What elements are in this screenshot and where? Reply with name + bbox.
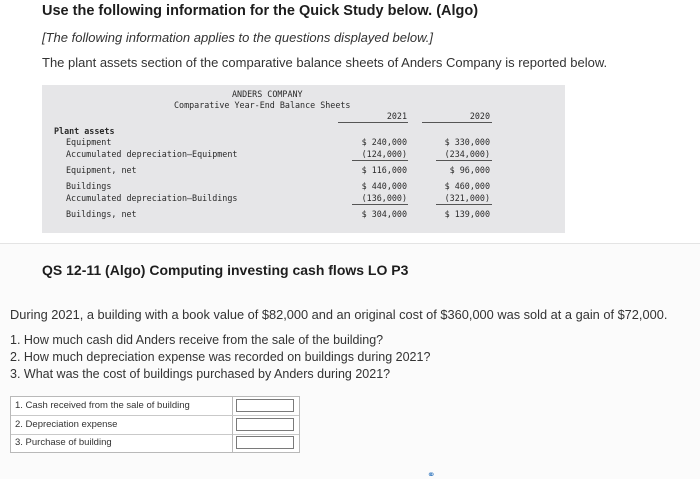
instruction-note: [The following information applies to the questions displayed below.] [42, 30, 433, 45]
row-label-buildings-net: Buildings, net [66, 209, 137, 219]
subtotal-line-buildings-2020 [436, 204, 492, 205]
question-scenario: During 2021, a building with a book value of $82,000 and an original cost of $360,000 was sold at a gain of $72,000. [10, 307, 668, 322]
answer-label: 1. Cash received from the sale of building [11, 397, 233, 415]
value-accum-dep-buildings-2021: (136,000) [361, 193, 407, 203]
value-buildings-net-2020: $ 139,000 [444, 209, 490, 219]
question-item-2: 2. How much depreciation expense was recorded on buildings during 2021? [10, 350, 431, 364]
value-equipment-net-2020: $ 96,000 [449, 165, 490, 175]
answer-row-purchase [11, 434, 299, 452]
cash-received-input[interactable] [236, 399, 294, 412]
column-header-2021: 2021 [386, 111, 407, 121]
company-name: ANDERS COMPANY [232, 89, 303, 99]
header-underline-2020 [422, 122, 492, 123]
balance-sheet-image [42, 85, 565, 233]
value-buildings-net-2021: $ 304,000 [361, 209, 407, 219]
question-list [10, 332, 430, 383]
row-label-accum-dep-buildings: Accumulated depreciation—Buildings [66, 193, 238, 203]
value-equipment-net-2021: $ 116,000 [361, 165, 407, 175]
question-section [0, 243, 700, 479]
value-accum-dep-buildings-2020: (321,000) [444, 193, 490, 203]
answer-label: 2. Depreciation expense [11, 416, 233, 434]
value-accum-dep-equipment-2020: (234,000) [444, 149, 490, 159]
subtotal-line-buildings-2021 [352, 204, 408, 205]
row-label-buildings: Buildings [66, 181, 112, 191]
answer-label: 3. Purchase of building [11, 434, 233, 452]
question-item-3: 3. What was the cost of buildings purchased by Anders during 2021? [10, 367, 391, 381]
section-label: Plant assets [54, 126, 115, 136]
answer-table [10, 396, 300, 453]
question-item-1: 1. How much cash did Anders receive from the sale of the building? [10, 333, 384, 347]
value-equipment-2020: $ 330,000 [444, 137, 490, 147]
question-title: QS 12-11 (Algo) Computing investing cash flows LO P3 [42, 262, 409, 278]
subtotal-line-2020 [436, 160, 492, 161]
intro-text: The plant assets section of the comparative balance sheets of Anders Company is reported below. [42, 55, 608, 70]
value-accum-dep-equipment-2021: (124,000) [361, 149, 407, 159]
row-label-equipment-net: Equipment, net [66, 165, 137, 175]
row-label-accum-dep-equipment: Accumulated depreciation—Equipment [66, 149, 238, 159]
header-underline-2021 [338, 122, 408, 123]
answer-row-cash-received [11, 397, 299, 415]
link-icon[interactable]: ⚭ [427, 470, 436, 481]
page-heading: Use the following information for the Quick Study below. (Algo) [42, 3, 479, 19]
column-header-2020: 2020 [469, 111, 490, 121]
value-equipment-2021: $ 240,000 [361, 137, 407, 147]
purchase-of-building-input[interactable] [236, 436, 294, 449]
value-buildings-2020: $ 460,000 [444, 181, 490, 191]
row-label-equipment: Equipment [66, 137, 112, 147]
subtotal-line-2021 [352, 160, 408, 161]
depreciation-expense-input[interactable] [236, 418, 294, 431]
answer-row-depreciation [11, 416, 299, 434]
statement-subtitle: Comparative Year-End Balance Sheets [174, 100, 351, 110]
value-buildings-2021: $ 440,000 [361, 181, 407, 191]
